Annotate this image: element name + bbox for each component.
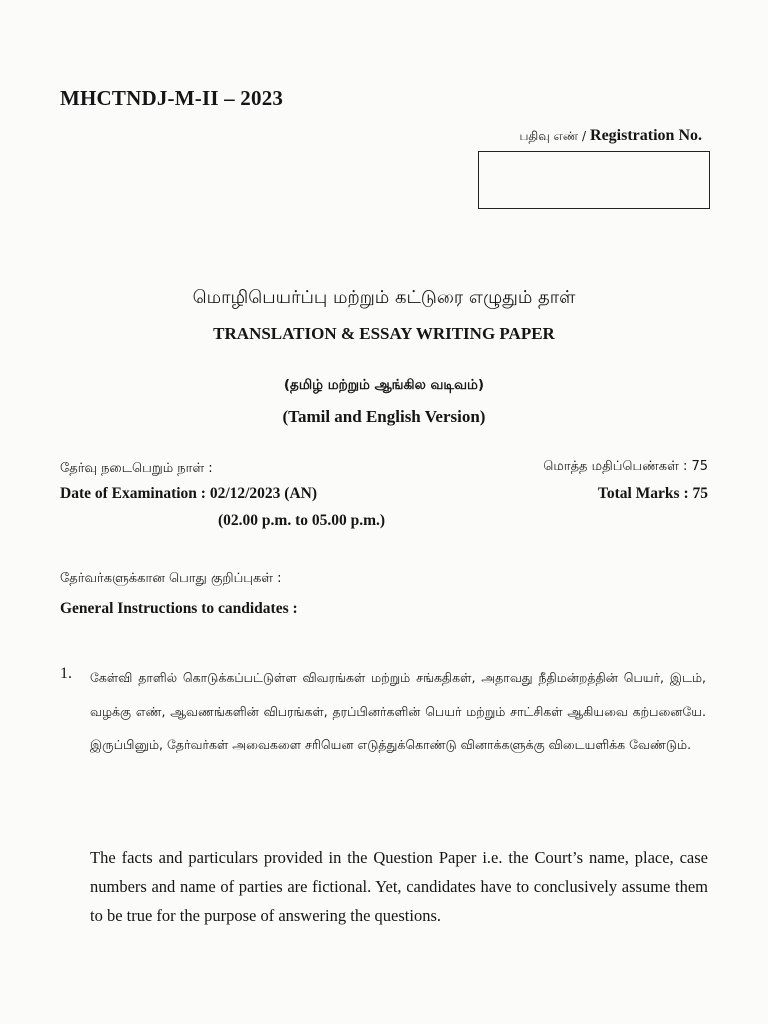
exam-date-label-tamil: தேர்வு நடைபெறும் நாள் : (60, 461, 213, 476)
instructions-heading-english: General Instructions to candidates : (60, 600, 298, 617)
exam-date-english: Date of Examination : 02/12/2023 (AN) (60, 485, 318, 502)
registration-label-tamil: பதிவு எண் / (519, 129, 587, 143)
instruction-number: 1. (60, 665, 72, 682)
version-tamil: (தமிழ் மற்றும் ஆங்கில வடிவம்) (283, 377, 485, 393)
registration-label-english: Registration No. (590, 127, 702, 144)
paper-title-tamil: மொழிபெயர்ப்பு மற்றும் கட்டுரை எழுதும் தாள் (192, 287, 576, 308)
exam-info-tamil-row (60, 459, 708, 477)
exam-time: (02.00 p.m. to 05.00 p.m.) (218, 512, 386, 529)
total-marks-english: Total Marks : 75 (597, 485, 708, 502)
version-english: (Tamil and English Version) (282, 407, 486, 426)
total-marks-tamil: மொத்த மதிப்பெண்கள் : 75 (543, 459, 708, 474)
instruction-text-english: The facts and particulars provided in the Question Paper i.e. the Court’s name, place, case numbers and name of parties are fictional. Yet, candidates have to conclusively assume them to be true for the purpose of answering the questions. (90, 848, 708, 925)
paper-code: MHCTNDJ-M-II – 2023 (60, 86, 284, 110)
registration-label (519, 127, 702, 145)
instruction-text-tamil: கேள்வி தாளில் கொடுக்கப்பட்டுள்ள விவரங்கள் மற்றும் சங்கதிகள், அதாவது நீதிமன்றத்தின் பெயர், இடம், வழக்கு எண், ஆவணங்களின் விபரங்கள், தரப்பினர்களின் பெயர் மற்றும் சாட்சிகள் ஆகியவை கற்பனையே. இருப்பினும், தேர்வர்கள் அவைகளை சரியென எடுத்துக்கொண்டு வினாக்களுக்கு விடையளிக்க வேண்டும். (90, 670, 706, 752)
paper-title-english: TRANSLATION & ESSAY WRITING PAPER (213, 324, 555, 343)
registration-number-box[interactable] (478, 151, 710, 209)
exam-info-english-row (60, 485, 708, 503)
instructions-heading-tamil: தேர்வர்களுக்கான பொது குறிப்புகள் : (60, 571, 282, 586)
